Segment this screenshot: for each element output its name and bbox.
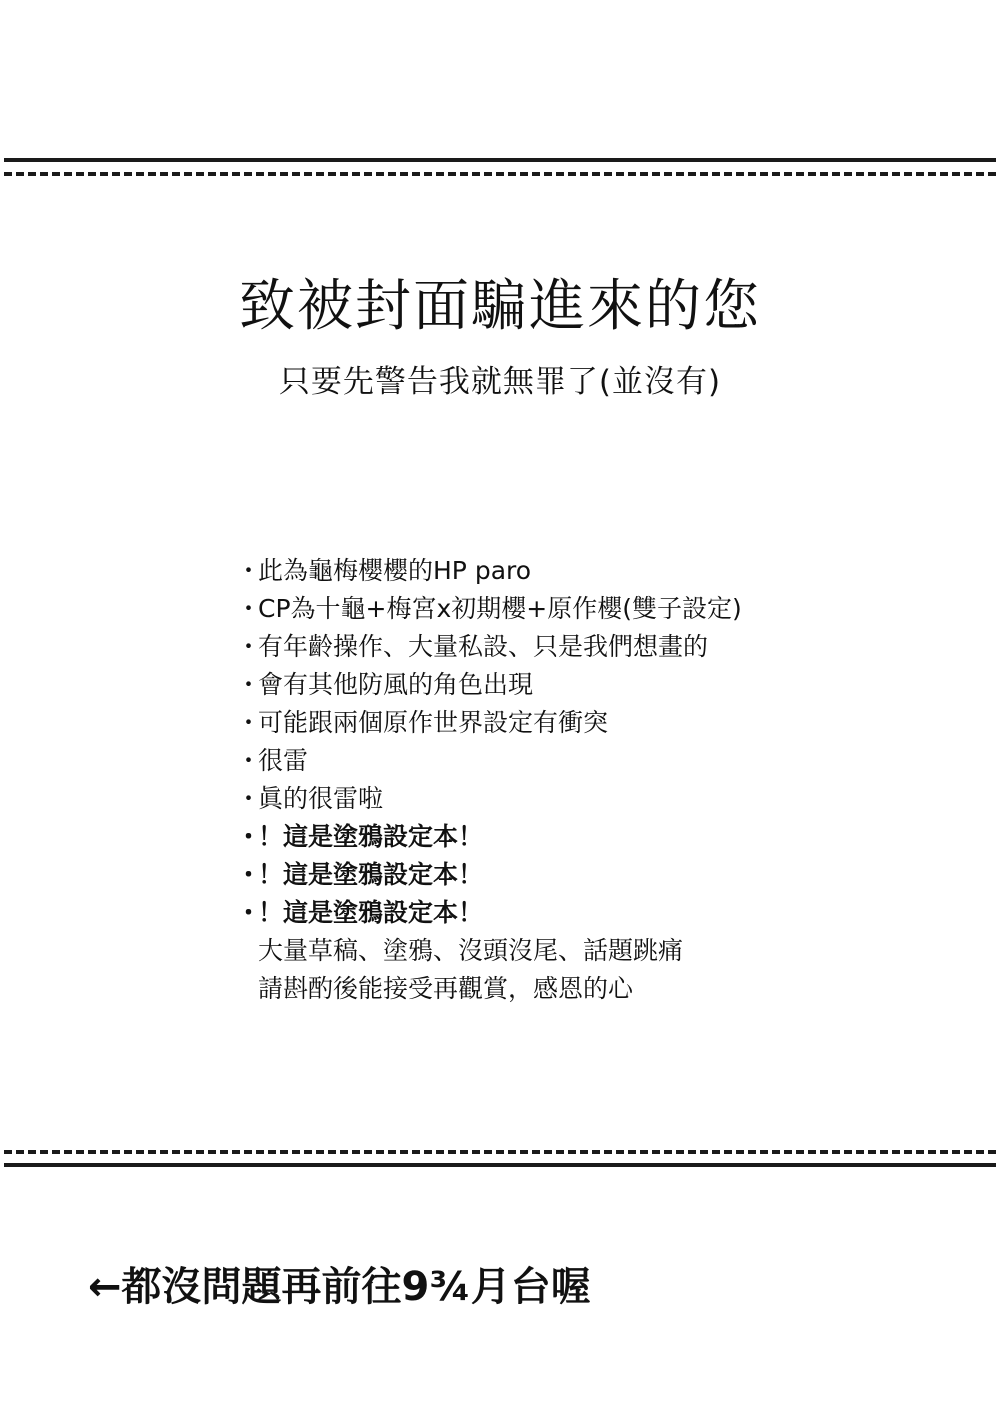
- bottom-dashed-rule: [4, 1150, 996, 1154]
- warning-text: ！這是塗鴉設定本！: [258, 822, 484, 851]
- warning-continuation: [236, 970, 856, 1008]
- warning-item: [236, 742, 856, 780]
- warning-text: 會有其他防風的角色出現: [258, 670, 534, 699]
- top-dashed-rule: [4, 172, 996, 176]
- warning-text: 可能跟兩個原作世界設定有衝突: [258, 708, 609, 737]
- bullet: ・: [236, 746, 262, 775]
- warning-text: 此為龜梅櫻櫻的HP paro: [258, 556, 532, 585]
- bullet: ・: [236, 556, 262, 585]
- warning-item: [236, 780, 856, 818]
- warning-item: [236, 704, 856, 742]
- warning-text: 眞的很雷啦: [258, 784, 384, 813]
- bullet: ・: [236, 860, 262, 889]
- warning-item: [236, 552, 856, 590]
- bullet: ・: [236, 708, 262, 737]
- warning-text: ！這是塗鴉設定本！: [258, 860, 484, 889]
- warning-item-emphasis: [236, 894, 856, 932]
- footer-direction: ←都沒問題再前往9¾月台喔: [88, 1264, 591, 1310]
- warning-text: 很雷: [258, 746, 309, 775]
- page-subtitle: 只要先警告我就無罪了(並沒有): [278, 364, 722, 400]
- warning-text: 請斟酌後能接受再觀賞，感恩的心: [258, 974, 634, 1003]
- warning-text: 有年齡操作、大量私設、只是我們想畫的: [258, 632, 709, 661]
- warning-text: 大量草稿、塗鴉、沒頭沒尾、話題跳痛: [258, 936, 684, 965]
- warning-text: CP為十龜+梅宮x初期櫻+原作櫻(雙子設定): [258, 594, 742, 623]
- warning-list: [236, 552, 856, 1008]
- bullet: ・: [236, 784, 262, 813]
- warning-continuation: [236, 932, 856, 970]
- warning-item: [236, 666, 856, 704]
- warning-item-emphasis: [236, 818, 856, 856]
- warning-text: ！這是塗鴉設定本！: [258, 898, 484, 927]
- bullet: ・: [236, 822, 262, 851]
- bullet: ・: [236, 594, 262, 623]
- top-solid-rule: [4, 158, 996, 162]
- warning-item: [236, 590, 856, 628]
- bullet: ・: [236, 670, 262, 699]
- page-title: 致被封面騙進來的您: [239, 274, 761, 339]
- bullet: ・: [236, 632, 262, 661]
- warning-item-emphasis: [236, 856, 856, 894]
- warning-item: [236, 628, 856, 666]
- bottom-solid-rule: [4, 1163, 996, 1167]
- bullet: ・: [236, 898, 262, 927]
